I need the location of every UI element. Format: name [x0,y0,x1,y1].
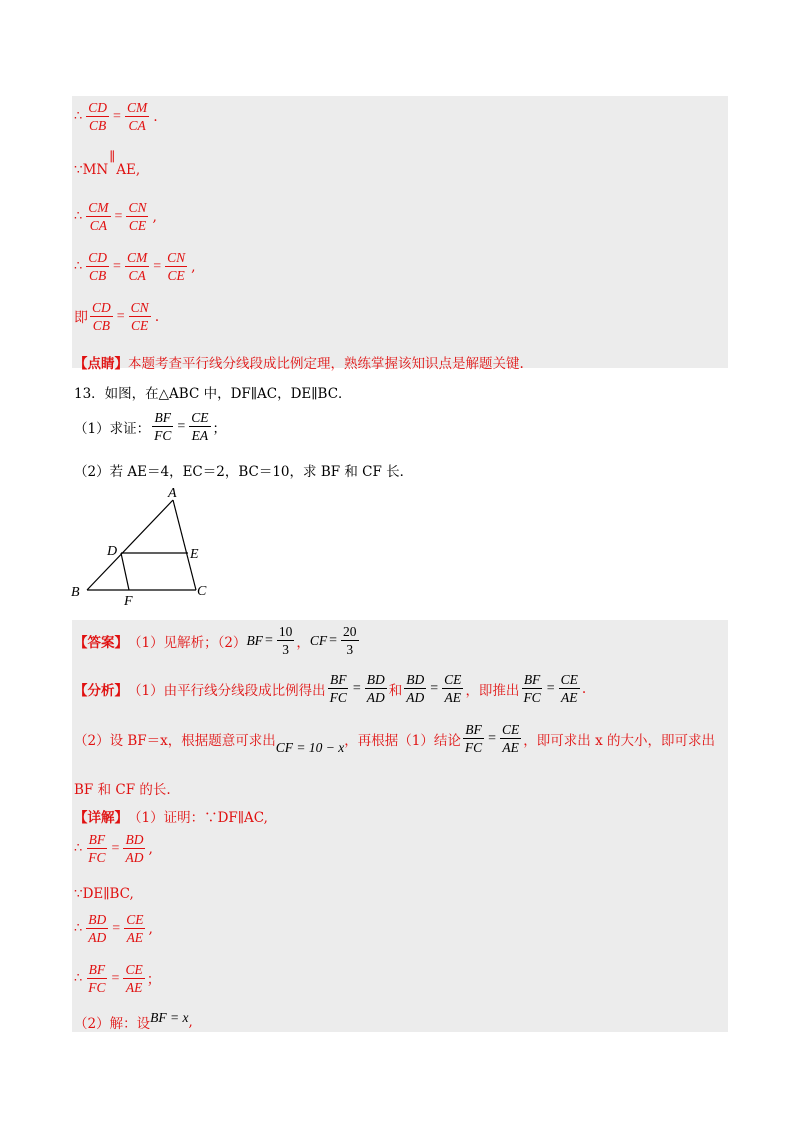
fraction: $\frac{CE}{AE}$ [125,962,143,995]
segment-ab [87,500,173,590]
analysis-row-2: （2）设 BF＝x，根据题意可求出 CF = 10 − x ，再根据（1）结论 $\frac{BF}{FC}$ = $\frac{CE}{AE}$ ，即可求出 x 的大小，即可求出 [74,722,715,755]
fraction: $\frac{10}{3}$ [278,624,293,657]
period: . [153,108,158,125]
comment-text: 本题考查平行线分线段成比例定理，熟练掌握该知识点是解题关键. [128,356,524,372]
fraction: $\frac{CM}{CA}$ [88,200,109,233]
fraction: $\frac{CN}{CE}$ [130,300,149,333]
fraction: $\frac{CN}{CE}$ [167,250,186,283]
label-f: F [124,594,133,608]
fraction: $\frac{BD}{AD}$ [125,832,144,865]
detail-row-2: ∴ $\frac{BF}{FC}$ = $\frac{BD}{AD}$ , [74,832,153,865]
equation-row [74,300,159,333]
fraction: $\frac{CN}{CE}$ [128,200,147,233]
solution-continuation-block [72,96,728,368]
problem-statement: 13．如图，在△ABC 中，DF∥AC，DE∥BC． [74,386,352,402]
because-symbol: ∵ [74,162,83,178]
comment-label: 【点睛】 [74,356,128,372]
parallel-symbol: ∥ [109,149,116,165]
fraction: $\frac{CE}{AE}$ [502,722,520,755]
comment-row [74,352,524,372]
therefore-symbol: ∴ [74,259,83,274]
fraction: $\frac{BF}{FC}$ [523,672,541,705]
fraction: $\frac{CE}{AE}$ [560,672,578,705]
fraction: $\frac{BF}{FC}$ [329,672,347,705]
fraction: $\frac{BD}{AD}$ [88,912,107,945]
analysis-row-3: BF 和 CF 的长. [74,782,171,798]
fraction: $\frac{20}{3}$ [343,624,357,657]
equation-row [74,200,157,233]
equals-sign: = [177,418,186,434]
fraction: $\frac{CM}{CA}$ [126,100,148,133]
fraction: $\frac{BF}{FC}$ [154,410,172,443]
detail-row-4: ∴ $\frac{BD}{AD}$ = $\frac{CE}{AE}$ , [74,912,153,945]
fraction: $\frac{BD}{AD}$ [406,672,425,705]
fraction: $\frac{BF}{FC}$ [88,832,106,865]
bf-expression: BF = x [150,1010,189,1025]
segment-df [121,553,129,590]
problem-part-1: （1）求证： $\frac{BF}{FC}$ = $\frac{CE}{EA}$ ； [74,410,227,443]
segment-mn: MN [82,162,109,178]
equation-row [74,100,158,133]
equals-sign: = [116,308,125,324]
parallel-statement [74,149,141,184]
equals-sign: = [153,258,162,274]
fraction: $\frac{CM}{CA}$ [126,250,148,283]
cf-expression: CF = 10 − x [275,739,345,755]
label-d: D [107,544,118,559]
triangle-figure [66,482,226,608]
fraction: $\frac{CE}{AE}$ [444,672,462,705]
therefore-symbol: ∴ [74,841,83,856]
comma: , [191,258,196,275]
therefore-symbol: ∴ [74,971,83,986]
comma: , [152,208,157,225]
fraction: $\frac{CD}{CB}$ [88,250,108,283]
fraction: $\frac{BD}{AD}$ [366,672,385,705]
therefore-symbol: ∴ [74,209,83,224]
fraction: $\frac{BF}{FC}$ [88,962,106,995]
label-c: C [197,584,207,599]
that-is: 即 [74,309,88,326]
fraction: $\frac{CD}{CB}$ [88,100,108,133]
detail-label: 【详解】 [74,810,128,826]
fraction: $\frac{CD}{CB}$ [92,300,111,333]
fraction: $\frac{CE}{AE}$ [126,912,144,945]
detail-row-5: ∴ $\frac{BF}{FC}$ = $\frac{CE}{AE}$ ； [74,962,161,995]
detail-row-3: ∵DE∥BC, [74,886,134,902]
segment-ac [173,500,196,590]
detail-row-1: 【详解】 （1）证明：∵DF∥AC, [74,806,268,826]
segment-ae: AE, [116,162,141,178]
analysis-row-1: 【分析】 （1）由平行线分线段成比例得出 $\frac{BF}{FC}$ = $\frac{BD}{AD}$ 和 $\frac{BD}{AD}$ = $\frac{CE}{AE}$ ，即推出 $\frac{BF}{FC}$ = $\frac{CE}{AE}$ . [74,672,587,705]
analysis-label: 【分析】 [74,682,128,699]
therefore-symbol: ∴ [74,921,83,936]
period: . [154,308,160,325]
equals-sign: = [113,108,121,124]
detail-row-6: （2）解：设 BF = x , [74,1010,193,1032]
answer-row: 【答案】 （1）见解析；（2） BF = $\frac{10}{3}$ ， CF = $\frac{20}{3}$ [74,624,357,657]
fraction: $\frac{BF}{FC}$ [464,722,483,755]
equation-row [74,250,196,283]
label-b: B [71,585,80,600]
label-a: A [168,486,177,501]
equals-sign: = [113,258,121,274]
answer-label: 【答案】 [74,634,128,651]
label-e: E [190,547,199,562]
therefore-symbol: ∴ [74,109,83,124]
fraction: $\frac{CE}{EA}$ [191,410,209,443]
equals-sign: = [114,208,123,224]
problem-part-2: （2）若 AE＝4，EC＝2，BC＝10，求 BF 和 CF 长． [74,464,414,480]
